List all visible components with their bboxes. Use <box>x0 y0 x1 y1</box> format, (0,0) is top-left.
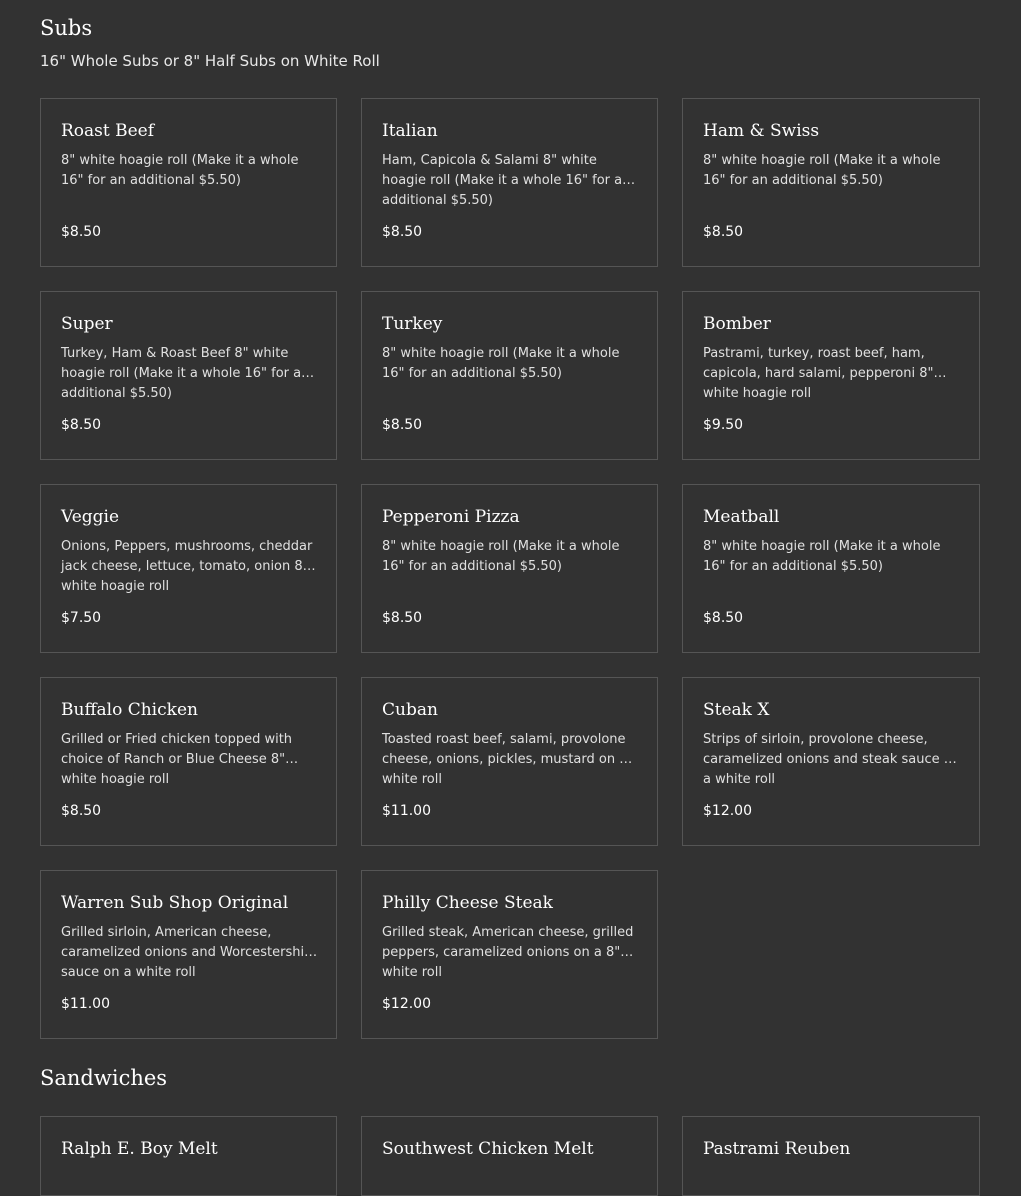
menu-item-description: Grilled or Fried chicken topped with choice of Ranch or Blue Cheese 8" white hoagie roll <box>61 732 293 787</box>
menu-item-description: Pastrami, turkey, roast beef, ham, capicola, hard salami, pepperoni 8" white hoagie roll <box>703 346 934 401</box>
sandwiches-section-title: Sandwiches <box>40 1066 168 1090</box>
menu-item-name: Meatball <box>703 507 780 527</box>
menu-item-price: $12.00 <box>703 803 752 819</box>
menu-item-description: Grilled steak, American cheese, grilled peppers, caramelized onions on a 8" white roll <box>382 925 634 980</box>
menu-item-card[interactable] <box>682 484 980 653</box>
menu-item-price: $8.50 <box>382 417 423 433</box>
menu-item-name: Pepperoni Pizza <box>382 507 520 527</box>
menu-item-description: 8" white hoagie roll (Make it a whole 16" for an additional $5.50) <box>61 153 299 188</box>
menu-item-name: Cuban <box>382 700 438 720</box>
menu-item-price: $8.50 <box>61 224 102 240</box>
menu-item-card[interactable] <box>361 291 658 460</box>
subs-section-title: Subs <box>40 16 93 40</box>
menu-item-card[interactable] <box>361 1116 658 1196</box>
menu-item-card[interactable] <box>682 1116 980 1196</box>
subs-section-subtitle: 16" Whole Subs or 8" Half Subs on White Roll <box>40 52 380 70</box>
menu-item-price: $8.50 <box>382 610 423 626</box>
menu-item-description: 8" white hoagie roll (Make it a whole 16" for an additional $5.50) <box>382 539 620 574</box>
menu-item-name: Bomber <box>703 314 771 334</box>
menu-item-description: Strips of sirloin, provolone cheese, caramelized onions and steak sauce on a white roll <box>703 732 960 787</box>
menu-item-name: Super <box>61 314 113 334</box>
menu-item-name: Southwest Chicken Melt <box>382 1139 594 1159</box>
menu-item-description: 8" white hoagie roll (Make it a whole 16" for an additional $5.50) <box>703 153 941 188</box>
menu-item-name: Ralph E. Boy Melt <box>61 1139 218 1159</box>
menu-item-name: Steak X <box>703 700 770 720</box>
menu-item-card[interactable] <box>361 870 658 1039</box>
menu-item-price: $9.50 <box>703 417 744 433</box>
menu-item-card[interactable] <box>40 98 337 267</box>
menu-item-price: $8.50 <box>61 417 102 433</box>
menu-item-card[interactable] <box>361 98 658 267</box>
menu-item-name: Buffalo Chicken <box>61 700 198 720</box>
menu-item-name: Turkey <box>382 314 443 334</box>
menu-item-price: $11.00 <box>382 803 431 819</box>
menu-item-description: Onions, Peppers, mushrooms, cheddar jack cheese, lettuce, tomato, onion 8" white hoagie roll <box>61 539 313 594</box>
menu-item-card[interactable] <box>40 484 337 653</box>
menu-item-name: Philly Cheese Steak <box>382 893 553 913</box>
menu-item-price: $8.50 <box>703 610 744 626</box>
subs-menu-grid <box>40 98 981 1039</box>
menu-item-name: Warren Sub Shop Original <box>61 893 289 913</box>
menu-item-description: 8" white hoagie roll (Make it a whole 16" for an additional $5.50) <box>703 539 941 574</box>
menu-item-description: Ham, Capicola & Salami 8" white hoagie roll (Make it a whole 16" for an additional $5.50) <box>382 153 631 208</box>
menu-item-price: $11.00 <box>61 996 110 1012</box>
menu-item-card[interactable] <box>682 677 980 846</box>
menu-item-price: $12.00 <box>382 996 431 1012</box>
menu-item-card[interactable] <box>361 677 658 846</box>
menu-item-description: 8" white hoagie roll (Make it a whole 16" for an additional $5.50) <box>382 346 620 381</box>
menu-item-price: $7.50 <box>61 610 102 626</box>
menu-item-price: $8.50 <box>382 224 423 240</box>
menu-item-card[interactable] <box>361 484 658 653</box>
menu-item-name: Italian <box>382 121 438 141</box>
menu-item-name: Pastrami Reuben <box>703 1139 851 1159</box>
menu-item-name: Roast Beef <box>61 121 155 141</box>
menu-item-card[interactable] <box>682 291 980 460</box>
menu-item-card[interactable] <box>40 870 337 1039</box>
menu-item-card[interactable] <box>40 1116 337 1196</box>
menu-item-card[interactable] <box>40 291 337 460</box>
menu-item-price: $8.50 <box>61 803 102 819</box>
menu-item-description: Grilled sirloin, American cheese, caramelized onions and Worcestershire sauce on a white roll <box>61 925 318 980</box>
menu-item-name: Ham & Swiss <box>703 121 820 141</box>
menu-item-price: $8.50 <box>703 224 744 240</box>
menu-item-card[interactable] <box>682 98 980 267</box>
sandwiches-menu-grid <box>40 1116 981 1196</box>
menu-item-description: Turkey, Ham & Roast Beef 8" white hoagie roll (Make it a whole 16" for an additional $5.50) <box>61 346 310 401</box>
menu-item-name: Veggie <box>61 507 120 527</box>
menu-item-card[interactable] <box>40 677 337 846</box>
menu-item-description: Toasted roast beef, salami, provolone cheese, onions, pickles, mustard on a white roll <box>382 732 628 787</box>
